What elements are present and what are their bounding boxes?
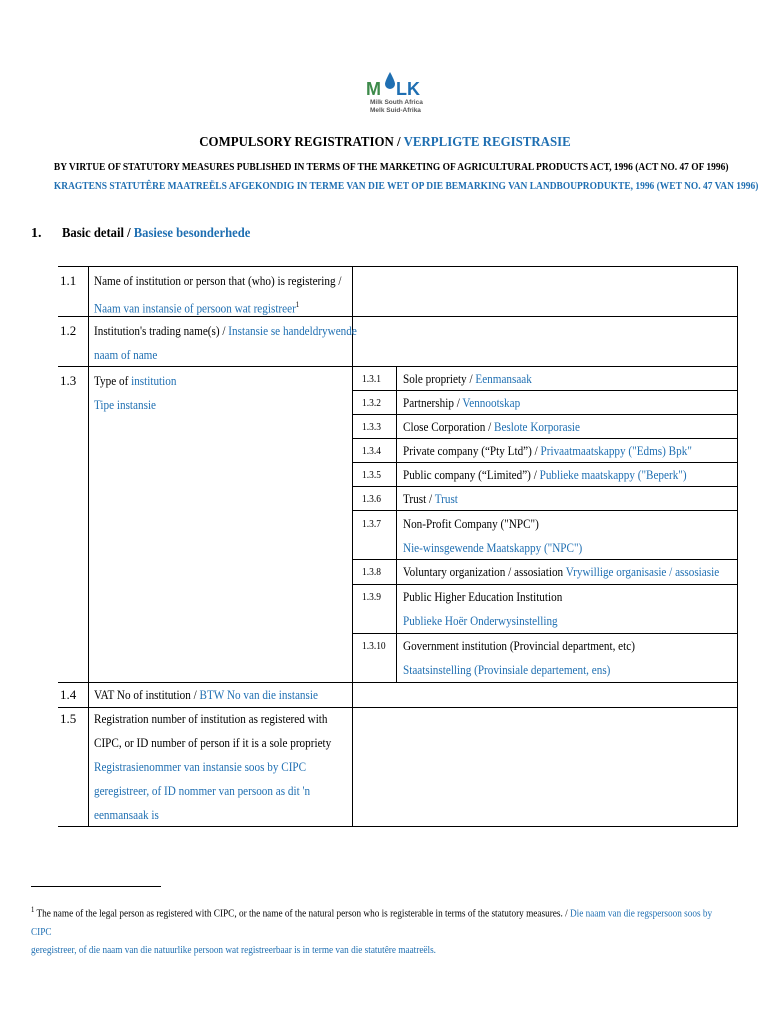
logo-line-2: Melk Suid-Afrika [370,107,421,114]
table-border-right [737,266,738,826]
row-label-afrikaans: eenmansaak is [94,807,159,822]
row-label: Institution's trading name(s) / Instansie se handeldrywende [94,323,357,338]
row-label-afrikaans: geregistreer, of ID nommer van persoon as dit 'n [94,783,311,798]
type-option-sole-propriety[interactable]: Sole propriety / Eenmansaak [403,371,532,386]
row-label: Type of institution [94,373,177,388]
row-label-afrikaans: Naam van instansie of persoon wat registreer$^1$ [94,300,300,316]
footnote-separator [31,886,161,887]
logo-letters-lk: LK [396,79,420,99]
section-number: 1. [31,226,42,241]
type-option-close-corporation[interactable]: Close Corporation / Beslote Korporasie [403,419,580,434]
row-label-english: CIPC, or ID number of person if it is a sole propriety [94,735,332,750]
type-option-government-institution[interactable]: Government institution (Provincial department, etc) Staatsinstelling (Provinsiale departement, ens) [403,638,635,677]
column-divider [88,266,89,826]
logo-letter-m: M [366,79,381,99]
type-option-voluntary-organization[interactable]: Voluntary organization / assosiation Vrywillige organisasie / assosiasie [403,564,720,579]
subtitle-afrikaans: KRAGTENS STATUTÊRE MAATREËLS AFGEKONDIG IN TERME VAN DIE WET OP DIE BEMARKING VAN LANDBOUPRODUKTE, 1996 (WET NO. 47 VAN 1996) [53,180,759,192]
subtitle-english: BY VIRTUE OF STATUTORY MEASURES PUBLISHED IN TERMS OF THE MARKETING OF AGRICULTURAL PRODUCTS ACT, 1996 (ACT NO. 47 OF 1996) [53,161,729,173]
row-number: 1.5 [60,711,77,726]
type-number: 1.3.9 [362,591,381,603]
row-label-afrikaans: naam of name [94,347,158,362]
type-option-npc[interactable]: Non-Profit Company ("NPC") Nie-winsgewende Maatskappy ("NPC") [403,516,583,555]
institution-name-field[interactable] [353,267,737,316]
type-number: 1.3.10 [362,640,386,652]
type-option-public-company[interactable]: Public company (“Limited”) / Publieke maatskappy ("Beperk") [403,467,687,482]
trading-name-field[interactable] [353,317,737,366]
row-label-english: Registration number of institution as registered with [94,711,328,726]
type-number: 1.3.1 [362,373,381,385]
type-number: 1.3.3 [362,421,381,433]
row-label-english: Name of institution or person that (who) is registering / [94,273,342,288]
type-number: 1.3.7 [362,518,381,530]
type-option-trust[interactable]: Trust / Trust [403,491,458,506]
type-number: 1.3.5 [362,469,381,481]
milk-drop-icon [385,72,395,90]
row-label-afrikaans: Registrasienommer van instansie soos by CIPC [94,759,307,774]
page-title: COMPULSORY REGISTRATION / VERPLIGTE REGISTRASIE [199,135,571,150]
column-divider [396,366,397,682]
row-label-afrikaans: Tipe instansie [94,397,157,412]
row-number: 1.2 [60,323,77,338]
registration-number-field[interactable] [353,708,737,826]
type-option-higher-education[interactable]: Public Higher Education Institution Publieke Hoër Onderwysinstelling [403,589,563,628]
row-number: 1.4 [60,687,77,702]
table-border-bottom [58,826,738,827]
logo-line-1: Milk South Africa [370,99,423,106]
footnote: $^1$ The name of the legal person as registered with CIPC, or the name of the natural person who is registerable in terms of the statutory measures. / Die naam van die regspersoon soos by CIPC geregistreer, of die naam van die natuurlike persoon wat registreerbaar is in terme van die statutêre maatreëls. [31,905,713,956]
type-number: 1.3.8 [362,566,381,578]
row-number: 1.1 [60,273,77,288]
section-title: Basic detail / Basiese besonderhede [62,226,251,241]
type-number: 1.3.6 [362,493,381,505]
row-number: 1.3 [60,373,77,388]
type-number: 1.3.2 [362,397,381,409]
type-option-private-company[interactable]: Private company (“Pty Ltd”) / Privaatmaatskappy ("Edms) Bpk" [403,443,692,458]
row-label: VAT No of institution / BTW No van die instansie [94,687,318,702]
vat-number-field[interactable] [353,683,737,707]
type-number: 1.3.4 [362,445,381,457]
type-option-partnership[interactable]: Partnership / Vennootskap [403,395,521,410]
row-divider [58,366,738,367]
